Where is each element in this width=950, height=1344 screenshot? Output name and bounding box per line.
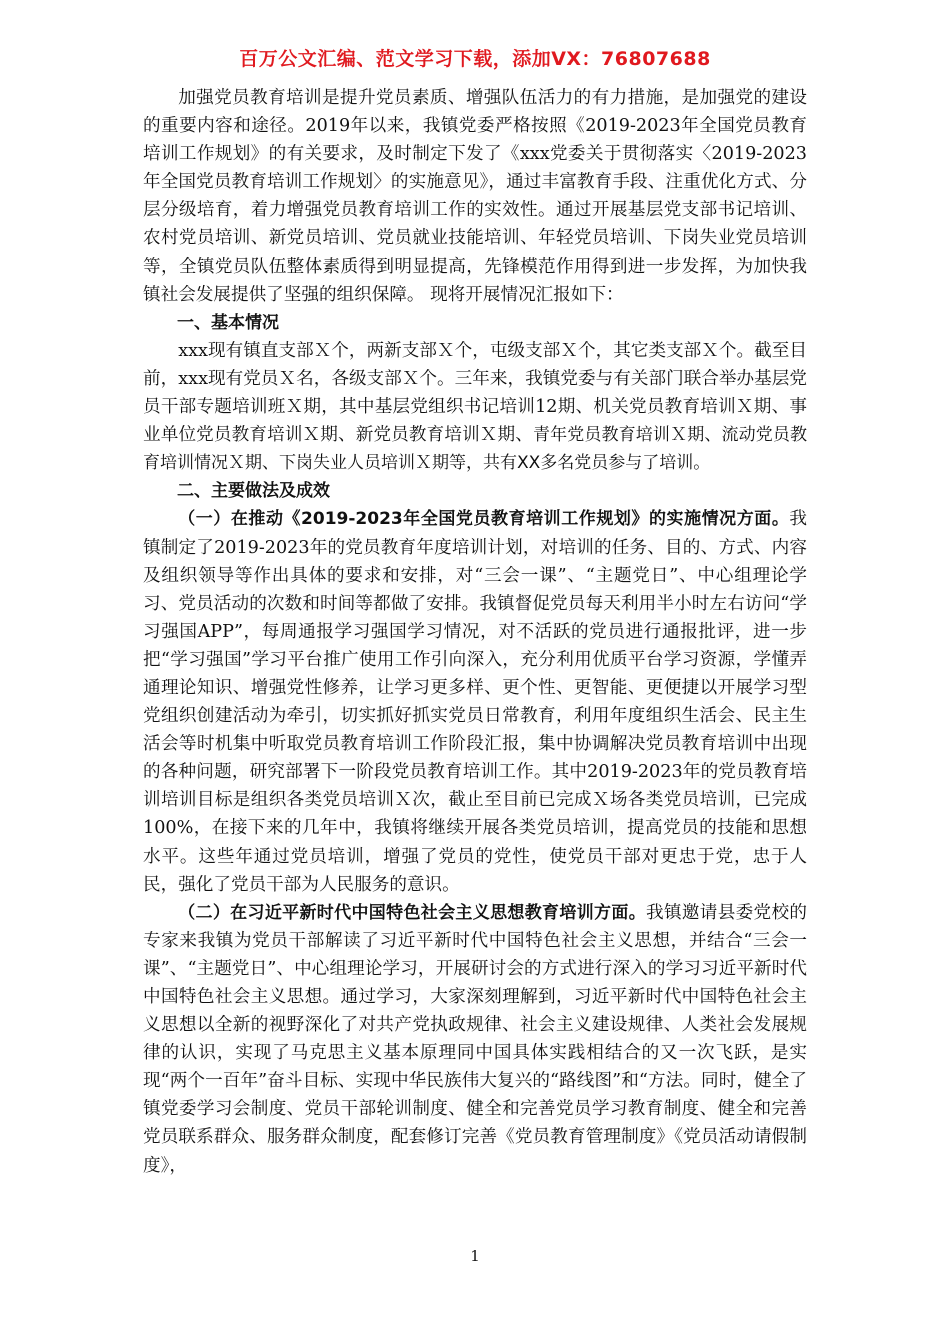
subsection-body-2: 我镇邀请县委党校的专家来我镇为党员干部解读了习近平新时代中国特色社会主义思想，并结合“三会一课”、“主题党日”、中心组理论学习，开展研讨会的方式进行深入的学习习近平新时代中国特色社会主义思想。通过学习，大家深刻理解到，习近平新时代中国特色社会主义思想以全新的视野深化了对共产党执政规律、社会主义建设规律、人类社会发展规律的认识，实现了马克思主义基本原理同中国具体实践相结合的又一次飞跃，是实现“两个一百年”奋斗目标、实现中华民族伟大复兴的“路线图”和“方法。同时，健全了镇党委学习会制度、党员干部轮训制度、健全和完善党员学习教育制度、健全和完善党员联系群众、服务群众制度，配套修订完善《党员教育管理制度》《党员活动请假制度》， bbox=[143, 902, 807, 1176]
basic-situation-text: xxx现有镇直支部Ｘ个，两新支部Ｘ个，屯级支部Ｘ个，其它类支部Ｘ个。截至目前，xxx现有党员Ｘ名，各级支部Ｘ个。三年来，我镇党委与有关部门联合举办基层党员干部专题培训班Ｘ期，其中基层党组织书记培训12期、机关党员教育培训Ｘ期、事业单位党员教育培训Ｘ期、新党员教育培训Ｘ期、 bbox=[143, 340, 807, 446]
page-number: 1 bbox=[470, 1247, 480, 1265]
intro-paragraph: 加强党员教育培训是提升党员素质、增强队伍活力的有力措施，是加强党的建设的重要内容和途径。2019年以来，我镇党委严格按照《2019-2023年全国党员教育培训工作规划》的有关要求，及时制定下发了《xxx党委关于贯彻落实〈2019-2023年全国党员教育培训工作规划〉的实施意见》，通过丰富教育手段、注重优化方式、分层分级培育，着力增强党员教育培训工作的实效性。通过开展基层党支部书记培训、农村党员培训、新党员培训、党员就业技能培训、年轻党员培训、下岗失业党员培训等，全镇党员队伍整体素质得到明显提高，先锋模范作用得到进一步发挥，为加快我镇社会发展提供了坚强的组织保障。 现将开展情况汇报如下： bbox=[143, 88, 807, 305]
subsection-lead-1: （一）在推动《2019-2023年全国党员教育培训工作规划》的实施情况方面。 bbox=[178, 509, 790, 530]
section-heading-measures: 二、主要做法及成效 bbox=[177, 481, 330, 502]
subsection-lead-2: （二）在习近平新时代中国特色社会主义思想教育培训方面。 bbox=[178, 902, 647, 923]
measures-paragraph-1 bbox=[143, 505, 807, 898]
measures-paragraph-2 bbox=[143, 899, 807, 1180]
subsection-body-1: 我镇制定了2019-2023年的党员教育年度培训计划，对培训的任务、目的、方式、内容及组织领导等作出具体的要求和安排，对“三会一课”、“主题党日”、中心组理论学习、党员活动的次数和时间等都做了安排。我镇督促党员每天利用半小时左右访问“学习强国APP”，每周通报学习强国学习情况，对不活跃的党员进行通报批评，进一步把“学习强国”学习平台推广使用工作引向深入，充分利用优质平台学习资源，学懂弄通理论知识、增强党性修养，让学习更多样、更个性、更智能、更便捷以开展学习型党组织创建活动为牵引，切实抓好抓实党员日常教育，利用年度组织生活会、民主生活会等时机集中听取党员教育培训工作阶段汇报，集中协调解决党员教育培训中出现的各种问题，研究部署下一阶段党员教育培训工作。其中2019-2023年的党员教育培训培训目标是组织各类党员培训Ｘ次，截止至目前已完成Ｘ场各类党员培训，已完成100%，在接下来的几年中，我镇将继续开展各类党员培训，提高党员的技能和思想水平。这些年通过党员培训，增强了党员的党性，使党员干部对更忠于党，忠于人民，强化了党员干部为人民服务的意识。 bbox=[143, 509, 807, 895]
basic-situation-paragraph bbox=[143, 337, 807, 477]
document-body bbox=[143, 84, 807, 1180]
watermark-banner: 百万公文汇编、范文学习下载，添加VX：76807688 bbox=[239, 48, 711, 70]
basic-situation-text-tail: 青年党员教育培训Ｘ期、流动党员教育培训情况Ｘ期、下岗失业人员培训Ｘ期等，共有XX多名党员参与了培训。 bbox=[143, 425, 807, 474]
section-heading-basic: 一、基本情况 bbox=[177, 312, 279, 333]
